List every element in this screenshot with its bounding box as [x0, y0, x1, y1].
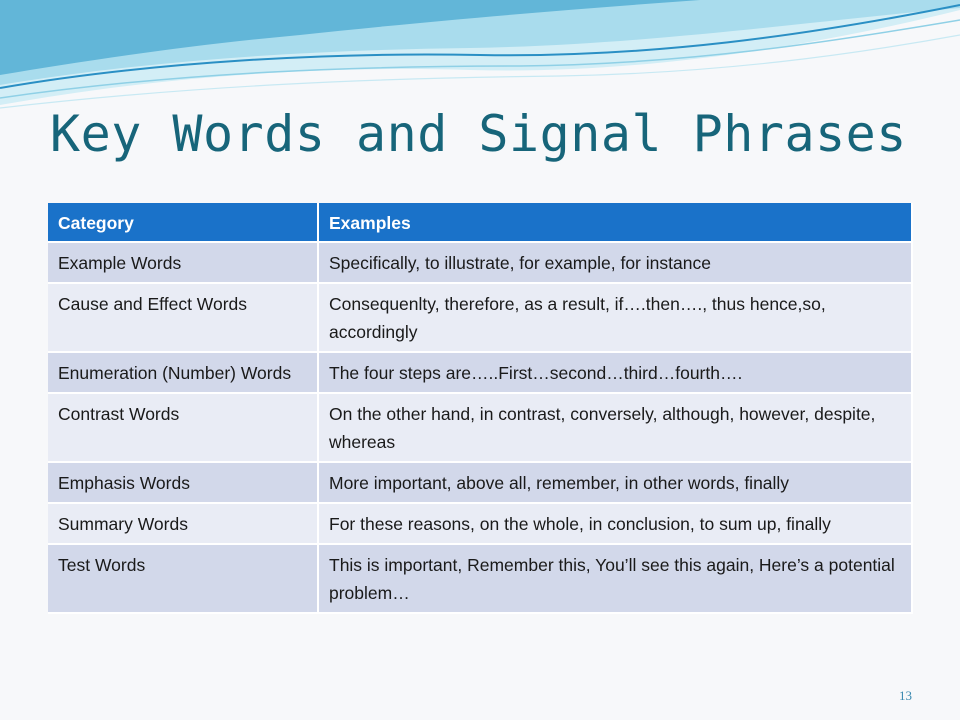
examples-cell: More important, above all, remember, in other words, finally [318, 462, 912, 503]
examples-cell: This is important, Remember this, You’ll see this again, Here’s a potential problem… [318, 544, 912, 613]
category-cell: Summary Words [48, 503, 318, 544]
table-row [48, 462, 912, 503]
table-header-row [48, 203, 912, 242]
category-cell: Cause and Effect Words [48, 283, 318, 352]
category-cell: Enumeration (Number) Words [48, 352, 318, 393]
examples-cell: Specifically, to illustrate, for example, for instance [318, 242, 912, 283]
table-row [48, 544, 912, 613]
table-row [48, 283, 912, 352]
examples-cell: For these reasons, on the whole, in conclusion, to sum up, finally [318, 503, 912, 544]
table-row [48, 503, 912, 544]
table-row [48, 242, 912, 283]
page-number: 13 [899, 688, 912, 703]
category-cell: Example Words [48, 242, 318, 283]
table-row [48, 393, 912, 462]
keywords-table [48, 203, 913, 614]
column-header-category: Category [48, 203, 318, 242]
column-header-examples: Examples [318, 203, 912, 242]
category-cell: Test Words [48, 544, 318, 613]
category-cell: Contrast Words [48, 393, 318, 462]
examples-cell: On the other hand, in contrast, conversely, although, however, despite, whereas [318, 393, 912, 462]
slide-title: Key Words and Signal Phrases [50, 105, 907, 163]
examples-cell: Consequenlty, therefore, as a result, if….then…., thus hence,so, accordingly [318, 283, 912, 352]
table-row [48, 352, 912, 393]
examples-cell: The four steps are…..First…second…third…fourth…. [318, 352, 912, 393]
category-cell: Emphasis Words [48, 462, 318, 503]
